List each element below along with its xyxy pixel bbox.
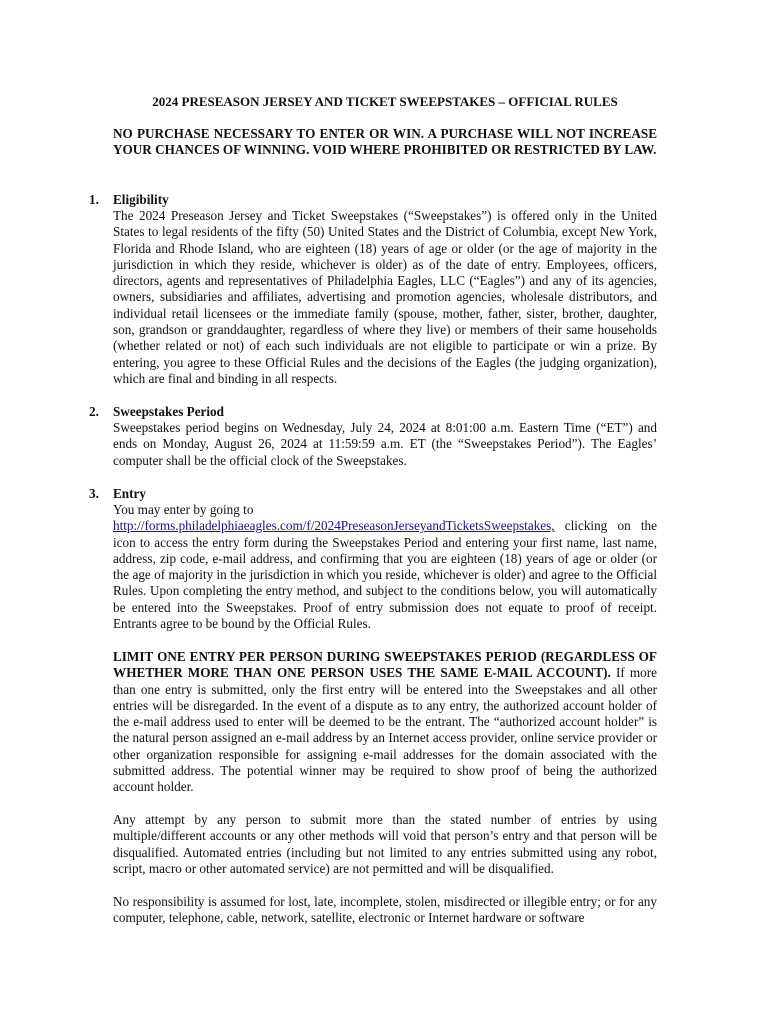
section-number-entry: 3. — [89, 486, 99, 501]
limit-entry-text: If more than one entry is submitted, only the first entry will be entered into the Sweepstakes and all other entries will be disregarded. In the event of a dispute as to any entry, the authorized account holder of the e-mail address used to enter will be deemed to be the entrant. The “authorized account holder” is the natural person assigned an e-mail address by an Internet access provider, online service provider or other organization responsible for assigning e-mail addresses for the domain associated with the submitted address. The potential winner may be required to show proof of being the authorized account holder. — [113, 665, 657, 795]
section-number-period: 2. — [89, 404, 99, 419]
section-number-eligibility: 1. — [89, 192, 99, 207]
section-body-eligibility: The 2024 Preseason Jersey and Ticket Sweepstakes (“Sweepstakes”) is offered only in the United States to legal residents of the fifty (50) United States and the District of Columbia, except New York, Florida and Rhode Island, who are eighteen (18) years of age or older (or the age of majority in the jurisdiction in which they reside, whichever is older) as of the date of entry. Employees, officers, directors, agents and representatives of Philadelphia Eagles, LLC (“Eagles”) and any of its agencies, owners, subsidiaries and affiliates, advertising and promotion agencies, wholesale distributors, and individual retail licensees or the immediate family (spouse, mother, father, sister, brother, daughter, son, grandson or granddaughter, regardless of where they live) or members of their same households (whether related or not) of each such individuals are not eligible to participate or win a prize. By entering, you agree to these Official Rules and the decisions of the Eagles (the judging organization), which are final and binding in all respects. — [113, 208, 657, 386]
section-body-entry — [113, 502, 657, 632]
section-heading-entry: Entry — [113, 486, 146, 501]
multiple-entries-paragraph: Any attempt by any person to submit more than the stated number of entries by using multiple/different accounts or any other methods will void that person’s entry and that person will be disqualified. Automated entries (including but not limited to any entries submitted using any robot, script, macro or other automated service) are not permitted and will be disqualified. — [113, 812, 657, 876]
document-title: 2024 PRESEASON JERSEY AND TICKET SWEEPSTAKES – OFFICIAL RULES — [152, 94, 618, 109]
section-body-period: Sweepstakes period begins on Wednesday, July 24, 2024 at 8:01:00 a.m. Eastern Time (“ET”) and ends on Monday, August 26, 2024 at 11:59:59 a.m. ET (the “Sweepstakes Period”). The Eagles’ computer shall be the official clock of the Sweepstakes. — [113, 420, 657, 468]
section-heading-period: Sweepstakes Period — [113, 404, 224, 419]
responsibility-paragraph: No responsibility is assumed for lost, late, incomplete, stolen, misdirected or illegible entry; or for any computer, telephone, cable, network, satellite, electronic or Internet hardware or software — [113, 894, 657, 926]
section-heading-eligibility: Eligibility — [113, 192, 169, 207]
entry-form-link[interactable]: http://forms.philadelphiaeagles.com/f/2024PreseasonJerseyandTicketsSweepstakes, — [113, 518, 555, 534]
entry-rest-text: clicking on the icon to access the entry form during the Sweepstakes Period and entering your first name, last name, address, zip code, e-mail address, and confirming that you are eighteen (18) years of age or older (or the age of majority in the jurisdiction in which you reside, whichever is older) and agree to the Official Rules. Upon completing the entry method, and subject to the conditions below, you will automatically be entered into the Sweepstakes. Proof of entry submission does not equate to proof of receipt. Entrants agree to be bound by the Official Rules. — [113, 518, 657, 632]
no-purchase-notice: NO PURCHASE NECESSARY TO ENTER OR WIN. A PURCHASE WILL NOT INCREASE YOUR CHANCES OF WINNING. VOID WHERE PROHIBITED OR RESTRICTED BY LAW. — [113, 126, 657, 158]
limit-entry-bold-text: LIMIT ONE ENTRY PER PERSON DURING SWEEPSTAKES PERIOD (REGARDLESS OF WHETHER MORE THAN ONE PERSON USES THE SAME E-MAIL ACCOUNT). — [113, 649, 657, 681]
limit-entry-paragraph — [113, 649, 657, 796]
entry-intro-text: You may enter by going to — [113, 502, 254, 517]
